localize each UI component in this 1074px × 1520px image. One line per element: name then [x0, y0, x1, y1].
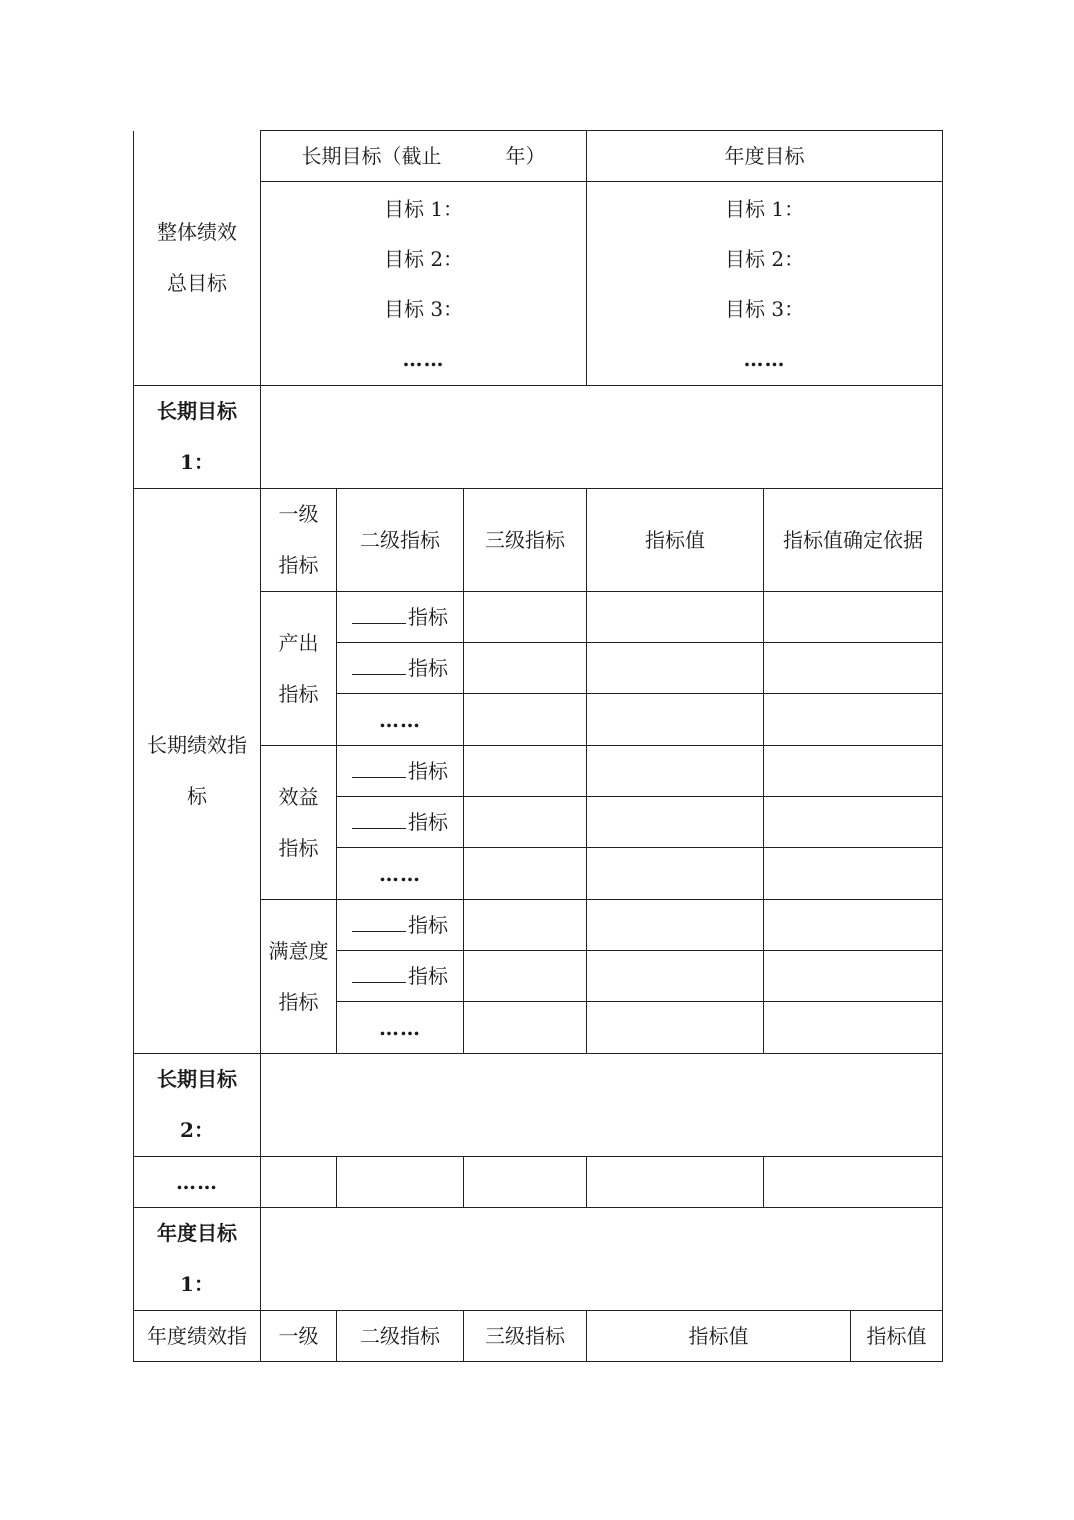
- level3-header: 三级指标: [464, 489, 587, 592]
- level2-cell[interactable]: 指标: [337, 951, 464, 1002]
- more-row-label: ……: [134, 1157, 261, 1208]
- level3-cell[interactable]: [464, 951, 587, 1002]
- level3-cell[interactable]: [464, 900, 587, 951]
- level3-cell[interactable]: [464, 643, 587, 694]
- long-goal-2-content[interactable]: [261, 1054, 943, 1157]
- performance-goal-table: [133, 130, 943, 1362]
- annual-level3-header: 三级指标: [464, 1311, 587, 1362]
- level2-cell[interactable]: 指标: [337, 900, 464, 951]
- annual-goal-item: 目标 1：: [724, 196, 805, 221]
- annual-goal-item: 目标 2：: [724, 246, 805, 271]
- level2-more: ……: [337, 694, 464, 746]
- level2-cell[interactable]: 指标: [337, 643, 464, 694]
- annual-goal-1-content[interactable]: [261, 1208, 943, 1311]
- basis-cell[interactable]: [764, 1002, 943, 1054]
- level3-cell[interactable]: [464, 797, 587, 848]
- level3-cell[interactable]: [464, 746, 587, 797]
- overall-goal-label: 整体绩效 总目标: [134, 131, 261, 386]
- level3-cell[interactable]: [464, 592, 587, 643]
- level3-cell[interactable]: [464, 694, 587, 746]
- annual-basis-header: 指标值: [851, 1311, 943, 1362]
- level1-header: 一级 指标: [261, 489, 337, 592]
- annual-goal-1-label: 年度目标 1：: [134, 1208, 261, 1311]
- value-cell[interactable]: [587, 694, 764, 746]
- annual-value-header: 指标值: [587, 1311, 851, 1362]
- level2-header: 二级指标: [337, 489, 464, 592]
- long-term-goal-more: ……: [402, 346, 445, 371]
- annual-goal-more: ……: [743, 346, 786, 371]
- basis-cell[interactable]: [764, 951, 943, 1002]
- annual-goal-item: 目标 3：: [724, 296, 805, 321]
- level3-cell[interactable]: [464, 1002, 587, 1054]
- annual-goal-list[interactable]: [587, 182, 943, 386]
- level2-more: ……: [337, 848, 464, 900]
- long-term-goal-item: 目标 2：: [383, 246, 464, 271]
- more-cell[interactable]: [261, 1157, 337, 1208]
- more-cell[interactable]: [587, 1157, 764, 1208]
- level2-cell[interactable]: 指标: [337, 746, 464, 797]
- output-indicator-group: 产出 指标: [261, 592, 337, 746]
- level2-cell[interactable]: 指标: [337, 797, 464, 848]
- annual-level2-header: 二级指标: [337, 1311, 464, 1362]
- basis-cell[interactable]: [764, 694, 943, 746]
- annual-goal-header: 年度目标: [587, 131, 943, 182]
- value-cell[interactable]: [587, 900, 764, 951]
- long-term-goal-list[interactable]: [261, 182, 587, 386]
- long-goal-1-label: 长期目标 1：: [134, 386, 261, 489]
- long-term-goal-item: 目标 1：: [383, 196, 464, 221]
- level2-cell[interactable]: 指标: [337, 592, 464, 643]
- basis-cell[interactable]: [764, 592, 943, 643]
- more-cell[interactable]: [464, 1157, 587, 1208]
- long-goal-2-label: 长期目标 2：: [134, 1054, 261, 1157]
- basis-cell[interactable]: [764, 643, 943, 694]
- benefit-indicator-group: 效益 指标: [261, 746, 337, 900]
- basis-cell[interactable]: [764, 900, 943, 951]
- level2-more: ……: [337, 1002, 464, 1054]
- satisfaction-indicator-group: 满意度 指标: [261, 900, 337, 1054]
- more-cell[interactable]: [337, 1157, 464, 1208]
- level3-cell[interactable]: [464, 848, 587, 900]
- long-indicators-label: 长期绩效指 标: [134, 489, 261, 1054]
- basis-cell[interactable]: [764, 848, 943, 900]
- long-goal-1-content[interactable]: [261, 386, 943, 489]
- annual-indicators-label: 年度绩效指: [134, 1311, 261, 1362]
- more-cell[interactable]: [764, 1157, 943, 1208]
- long-term-goal-header: 长期目标（截止 年）: [261, 131, 587, 182]
- value-cell[interactable]: [587, 951, 764, 1002]
- annual-level1-header: 一级: [261, 1311, 337, 1362]
- value-header: 指标值: [587, 489, 764, 592]
- basis-cell[interactable]: [764, 746, 943, 797]
- basis-header: 指标值确定依据: [764, 489, 943, 592]
- basis-cell[interactable]: [764, 797, 943, 848]
- value-cell[interactable]: [587, 797, 764, 848]
- value-cell[interactable]: [587, 848, 764, 900]
- value-cell[interactable]: [587, 746, 764, 797]
- value-cell[interactable]: [587, 1002, 764, 1054]
- value-cell[interactable]: [587, 592, 764, 643]
- long-term-goal-item: 目标 3：: [383, 296, 464, 321]
- value-cell[interactable]: [587, 643, 764, 694]
